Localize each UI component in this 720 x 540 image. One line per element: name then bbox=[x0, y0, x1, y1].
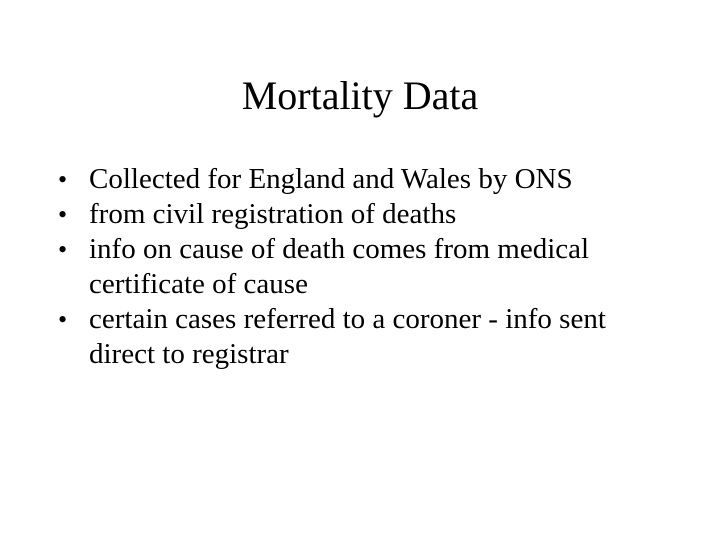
bullet-text: from civil registration of deaths bbox=[89, 198, 457, 230]
bullet-item bbox=[58, 162, 678, 197]
bullet-item bbox=[58, 302, 678, 372]
bullet-list bbox=[58, 162, 678, 372]
bullet-text: Collected for England and Wales by ONS bbox=[89, 163, 573, 195]
bullet-icon: • bbox=[58, 200, 68, 229]
bullet-icon: • bbox=[58, 235, 68, 264]
bullet-icon: • bbox=[58, 165, 68, 194]
slide-title: Mortality Data bbox=[241, 73, 479, 118]
bullet-item bbox=[58, 232, 678, 302]
bullet-item bbox=[58, 197, 678, 232]
bullet-text: info on cause of death comes from medical certificate of cause bbox=[89, 233, 590, 300]
bullet-icon: • bbox=[58, 305, 68, 334]
bullet-text: certain cases referred to a coroner - info sent direct to registrar bbox=[89, 303, 606, 370]
